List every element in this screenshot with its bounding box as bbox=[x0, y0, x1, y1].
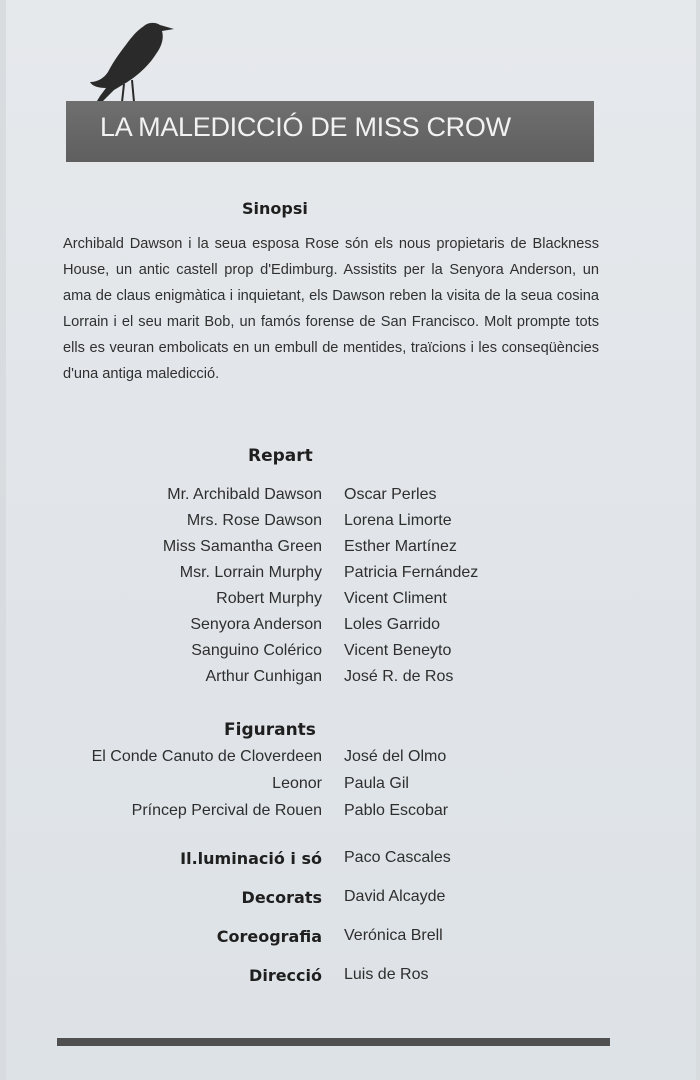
synopsis-heading: Sinopsi bbox=[242, 199, 308, 218]
crew-name: Paco Cascales bbox=[344, 849, 451, 866]
actor-name: Lorena Limorte bbox=[344, 512, 452, 529]
role-name: Mr. Archibald Dawson bbox=[167, 486, 322, 503]
extras-row bbox=[0, 775, 700, 801]
synopsis-text: Archibald Dawson i la seua esposa Rose són els nous propietaris de Blackness House, un antic castell prop d'Edimburg. Assistits per la Senyora Anderson, un ama de claus enigmàtica i inquietant, els Dawson reben la visita de la seua cosina Lorrain i el seu marit Bob, un famós forense de San Francisco. Molt prompte tots ells es veuran embolicats en un embull de mentides, traïcions i les conseqüències d'una antiga maledicció. bbox=[63, 236, 599, 382]
actor-name: Pablo Escobar bbox=[344, 802, 449, 819]
role-name: Mrs. Rose Dawson bbox=[186, 512, 322, 529]
crew-name: David Alcayde bbox=[344, 888, 446, 905]
crew-name: Verónica Brell bbox=[344, 927, 443, 944]
role-name: Príncep Percival de Rouen bbox=[131, 802, 322, 819]
role-name: Msr. Lorrain Murphy bbox=[179, 564, 322, 581]
crew-role: Il.luminació i só bbox=[180, 849, 322, 868]
cast-row bbox=[0, 590, 700, 616]
actor-name: Loles Garrido bbox=[344, 616, 441, 633]
actor-name: Paula Gil bbox=[344, 775, 409, 792]
actor-name: Esther Martínez bbox=[344, 538, 457, 555]
bottom-divider bbox=[57, 1038, 610, 1046]
crew-name: Luis de Ros bbox=[344, 966, 429, 983]
crew-row bbox=[0, 966, 700, 992]
role-name: Robert Murphy bbox=[216, 590, 322, 607]
cast-heading: Repart bbox=[248, 446, 313, 466]
cast-row bbox=[0, 616, 700, 642]
actor-name: Oscar Perles bbox=[344, 486, 437, 503]
actor-name: Vicent Climent bbox=[344, 590, 447, 607]
crew-row bbox=[0, 927, 700, 953]
actor-name: José del Olmo bbox=[344, 748, 447, 765]
cast-row bbox=[0, 564, 700, 590]
cast-row bbox=[0, 486, 700, 512]
cast-row bbox=[0, 642, 700, 668]
extras-row bbox=[0, 748, 700, 774]
crew-row bbox=[0, 888, 700, 914]
extras-heading: Figurants bbox=[224, 720, 316, 740]
crew-role: Decorats bbox=[241, 888, 322, 907]
role-name: Miss Samantha Green bbox=[162, 538, 322, 555]
role-name: Leonor bbox=[272, 775, 322, 792]
role-name: El Conde Canuto de Cloverdeen bbox=[91, 748, 322, 765]
actor-name: Vicent Beneyto bbox=[344, 642, 452, 659]
role-name: Arthur Cunhigan bbox=[205, 668, 322, 685]
actor-name: José R. de Ros bbox=[344, 668, 454, 685]
cast-row bbox=[0, 668, 700, 694]
actor-name: Patricia Fernández bbox=[344, 564, 479, 581]
crow-icon bbox=[84, 16, 184, 108]
cast-row bbox=[0, 512, 700, 538]
role-name: Senyora Anderson bbox=[190, 616, 322, 633]
role-name: Sanguino Colérico bbox=[191, 642, 322, 659]
extras-row bbox=[0, 802, 700, 828]
crew-role: Direcció bbox=[249, 966, 322, 985]
crew-row bbox=[0, 849, 700, 875]
page-title: LA MALEDICCIÓ DE MISS CROW bbox=[100, 112, 511, 142]
crew-role: Coreografia bbox=[216, 927, 322, 946]
cast-row bbox=[0, 538, 700, 564]
